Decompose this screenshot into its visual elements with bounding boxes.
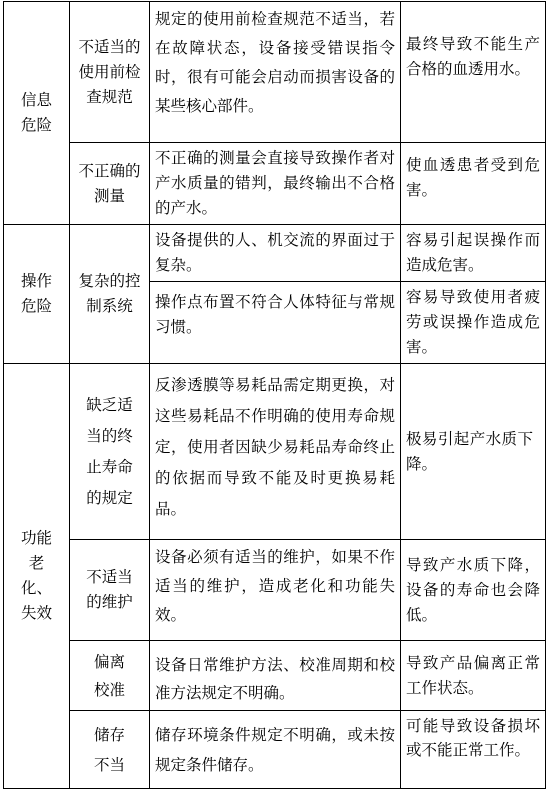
table-row (4, 711, 546, 789)
table-row (4, 2, 546, 143)
result-cell: 导致产水质下降，设备的寿命也会降低。 (401, 540, 546, 641)
description-cell: 储存环境条件规定不明确，或未按规定条件储存。 (150, 711, 401, 789)
result-cell: 可能导致设备损坏或不能正常工作。 (401, 711, 546, 789)
result-cell: 最终导致不能生产合格的血透用水。 (401, 2, 546, 143)
category-cell: 信息危险 (4, 2, 70, 225)
sub-item-cell: 复杂的控制系统 (70, 225, 150, 364)
sub-item-cell: 缺乏适当的终止寿命的规定 (70, 364, 150, 540)
sub-item-cell: 不适当的维护 (70, 540, 150, 641)
table-row (4, 540, 546, 641)
result-cell: 容易导致使用者疲劳或误操作造成危害。 (401, 282, 546, 364)
category-cell: 操作危险 (4, 225, 70, 364)
sub-item-cell: 储存不当 (70, 711, 150, 789)
description-cell: 设备提供的人、机交流的界面过于复杂。 (150, 225, 401, 282)
hazard-table (3, 1, 546, 789)
description-cell: 设备必须有适当的维护，如果不作适当的维护，造成老化和功能失效。 (150, 540, 401, 641)
description-cell: 操作点布置不符合人体特征与常规习惯。 (150, 282, 401, 364)
description-cell: 设备日常维护方法、校准周期和校准方法规定不明确。 (150, 641, 401, 711)
result-cell: 极易引起产水质下降。 (401, 364, 546, 540)
table-row (4, 364, 546, 540)
table-row (4, 641, 546, 711)
table-row (4, 143, 546, 225)
description-cell: 反渗透膜等易耗品需定期更换，对这些易耗品不作明确的使用寿命规定，使用者因缺少易耗品寿命终止的依据而导致不能及时更换易耗品。 (150, 364, 401, 540)
table-row (4, 225, 546, 282)
description-cell: 规定的使用前检查规范不适当，若在故障状态，设备接受错误指令时，很有可能会启动而损害设备的某些核心部件。 (150, 2, 401, 143)
description-cell: 不正确的测量会直接导致操作者对产水质量的错判，最终输出不合格的产水。 (150, 143, 401, 225)
sub-item-cell: 偏离校准 (70, 641, 150, 711)
sub-item-cell: 不适当的使用前检查规范 (70, 2, 150, 143)
category-cell: 功能老化、失效 (4, 364, 70, 789)
result-cell: 使血透患者受到危害。 (401, 143, 546, 225)
result-cell: 容易引起误操作而造成危害。 (401, 225, 546, 282)
sub-item-cell: 不正确的测量 (70, 143, 150, 225)
result-cell: 导致产品偏离正常工作状态。 (401, 641, 546, 711)
